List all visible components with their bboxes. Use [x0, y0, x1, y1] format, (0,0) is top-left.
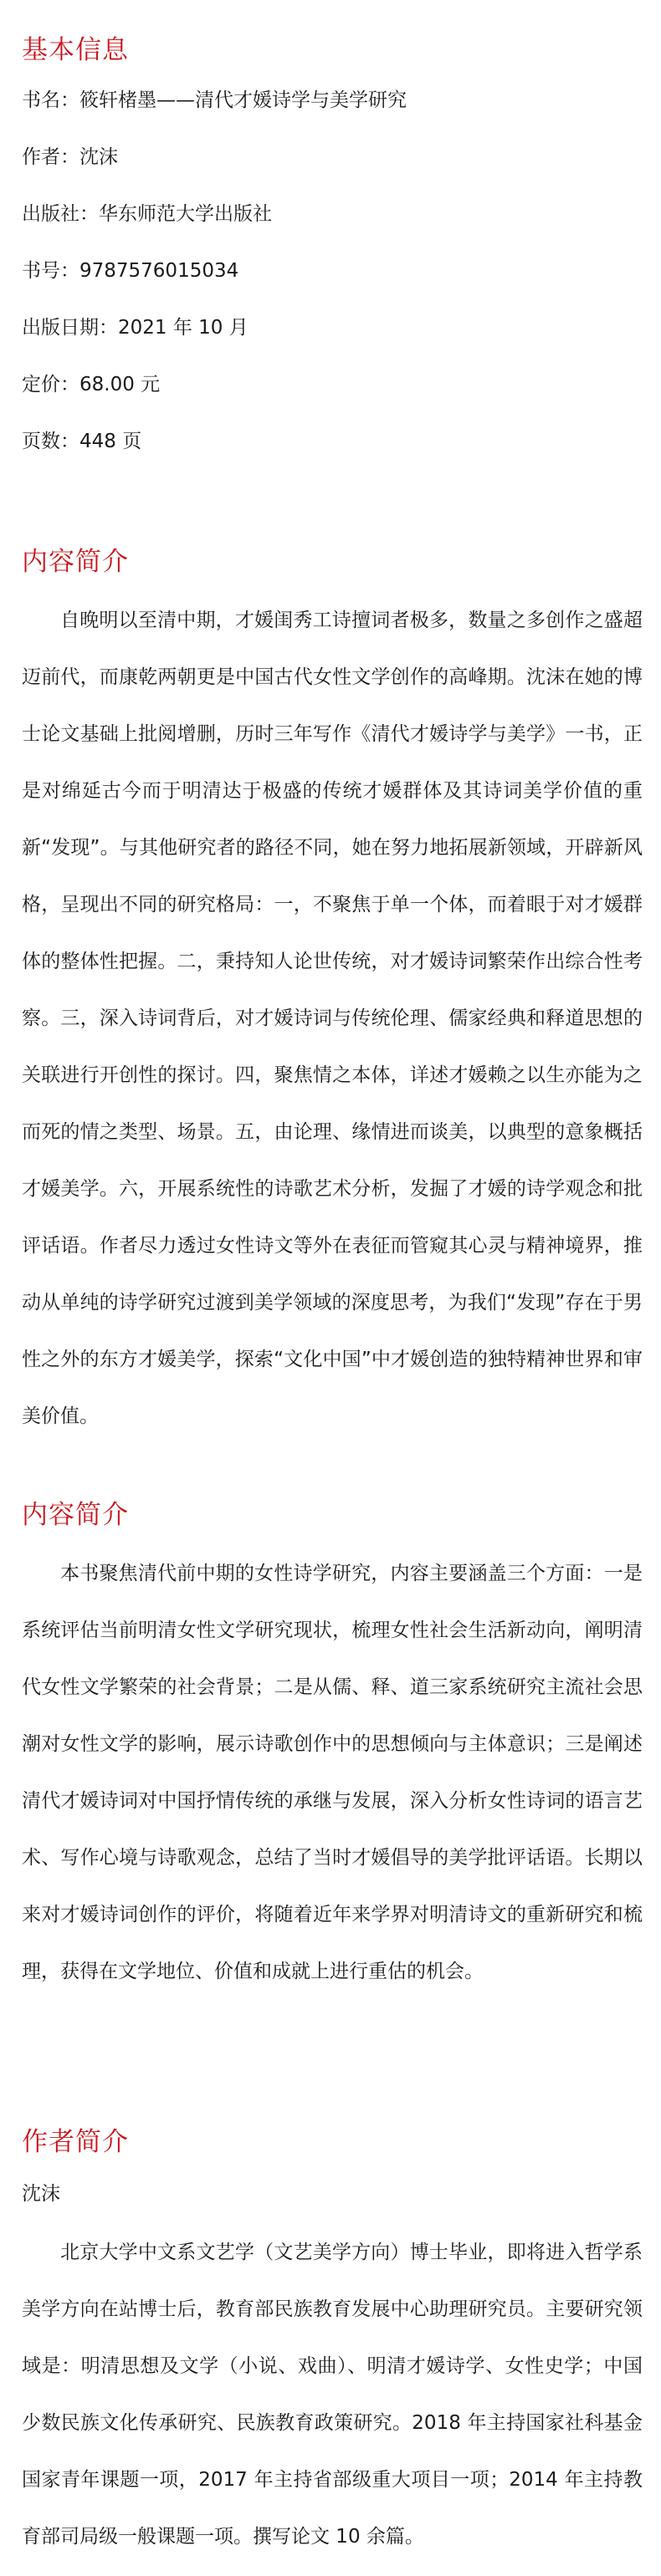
- price-line: 定价：68.00 元: [22, 374, 161, 395]
- content-summary-section-1: [22, 543, 643, 1445]
- content-summary-body-1: 自晚明以至清中期，才媛闺秀工诗擅词者极多，数量之多创作之盛超迈前代，而康乾两朝更是中国古代女性文学创作的高峰期。沈沫在她的博士论文基础上批阅增删，历时三年写作《清代才媛诗学与美学》一书，正是对绵延古今而于明清达于极盛的传统才媛群体及其诗词美学价值的重新“发现”。与其他研究者的路径不同，她在努力地拓展新领域，开辟新风格，呈现出不同的研究格局：一，不聚焦于单一个体，而着眼于对才媛群体的整体性把握。二，秉持知人论世传统，对才媛诗词繁荣作出综合性考察。三，深入诗词背后，对才媛诗词与传统伦理、儒家经典和释道思想的关联进行开创性的探讨。四，聚焦情之本体，详述才媛赖之以生亦能为之而死的情之类型、场景。五，由论理、缘情进而谈美，以典型的意象概括才媛美学。六，开展系统性的诗歌艺术分析，发掘了才媛的诗学观念和批评话语。作者尽力透过女性诗文等外在表征而管窥其心灵与精神境界，推动从单纯的诗学研究过渡到美学领域的深度思考，为我们“发现”存在于男性之外的东方才媛美学，探索“文化中国”中才媛创造的独特精神世界和审美价值。: [22, 610, 643, 1427]
- page-count-line: 页数：448 页: [22, 431, 142, 452]
- content-summary-heading-1: 内容简介: [22, 547, 129, 577]
- author-intro-section: [22, 2124, 643, 2565]
- isbn-line: 书号：9787576015034: [22, 260, 239, 282]
- book-title-line: 书名：筱轩楮墨——清代才媛诗学与美学研究: [22, 89, 407, 111]
- basic-info-section: [22, 32, 643, 483]
- content-summary-section-2: [22, 1497, 643, 2000]
- basic-info-heading: 基本信息: [22, 35, 129, 65]
- content-summary-heading-2: 内容简介: [22, 1500, 129, 1530]
- author-intro-body: 北京大学中文系文艺学（文艺美学方向）博士毕业，即将进入哲学系美学方向在站博士后，教育部民族教育发展中心助理研究员。主要研究领域是：明清思想及文学（小说、戏曲）、明清才媛诗学、女性史学；中国少数民族文化传承研究、民族教育政策研究。2018 年主持国家社科基金国家青年课题一项，2017 年主持省部级重大项目一项；2014 年主持教育部司局级一般课题一项。撰写论文 10 余篇。: [22, 2242, 643, 2548]
- author-name: 沈沫: [22, 2183, 60, 2205]
- publisher-line: 出版社：华东师范大学出版社: [22, 203, 272, 225]
- publish-date-line: 出版日期：2021 年 10 月: [22, 317, 249, 339]
- author-intro-heading: 作者简介: [22, 2127, 129, 2157]
- author-line: 作者：沈沫: [22, 146, 118, 168]
- content-summary-body-2: 本书聚焦清代前中期的女性诗学研究，内容主要涵盖三个方面：一是系统评估当前明清女性文学研究现状，梳理女性社会生活新动向，阐明清代女性文学繁荣的社会背景；二是从儒、释、道三家系统研究主流社会思潮对女性文学的影响，展示诗歌创作中的思想倾向与主体意识；三是阐述清代才媛诗词对中国抒情传统的承继与发展，深入分析女性诗词的语言艺术、写作心境与诗歌观念，总结了当时才媛倡导的美学批评话语。长期以来对才媛诗词创作的评价，将随着近年来学界对明清诗文的重新研究和梳理，获得在文学地位、价值和成就上进行重估的机会。: [22, 1563, 643, 1982]
